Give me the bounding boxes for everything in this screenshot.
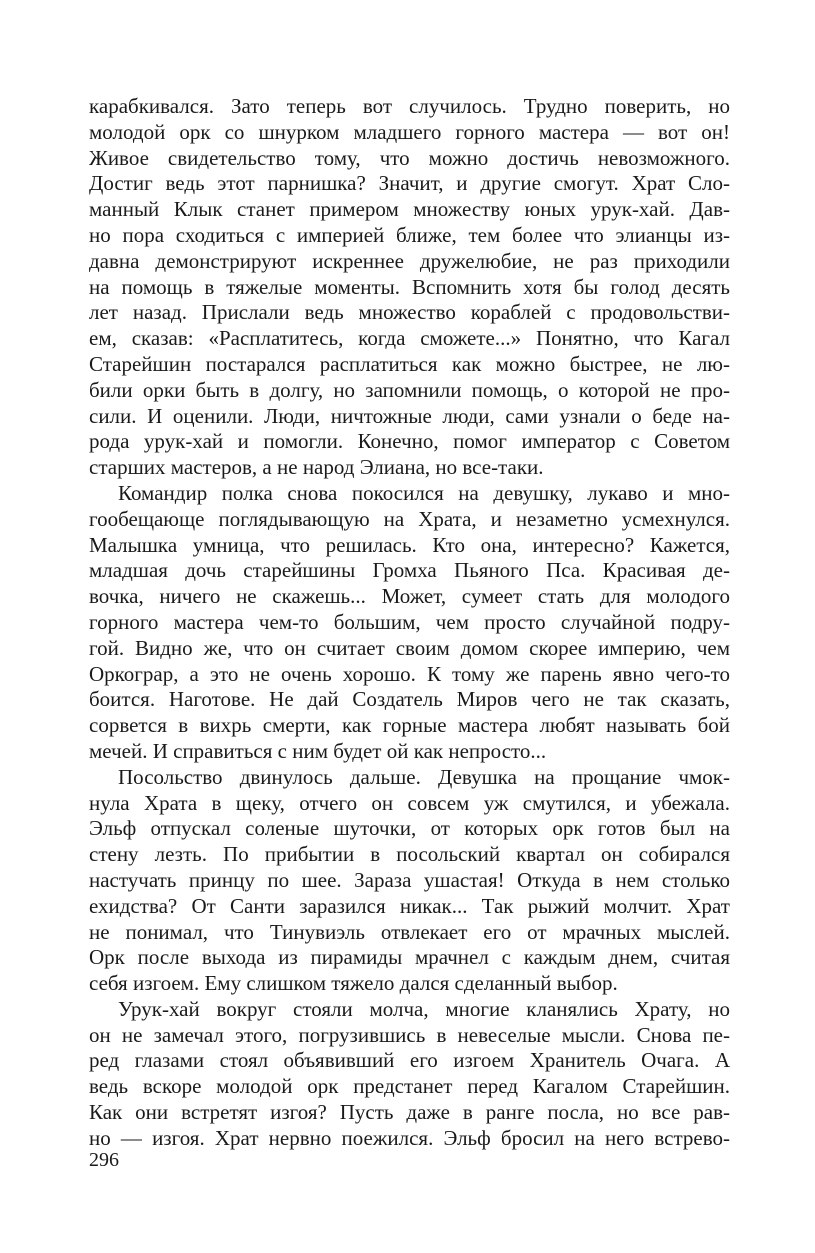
text-line: били орки быть в долгу, но запомнили помощь, о которой не про- [89,377,730,402]
body-text [89,94,730,1152]
text-line: Оркограр, а это не очень хорошо. К тому же парень явно чего-то [89,661,730,686]
page-number: 296 [89,1149,119,1171]
text-line: Орк после выхода из пирамиды мрачнел с каждым днем, считая [89,945,730,970]
text-line: настучать принцу по шее. Зараза ушастая! Откуда в нем столько [89,867,730,892]
text-line: рода урук-хай и помогли. Конечно, помог император с Советом [89,429,730,454]
text-line: Командир полка снова покосился на девушку, лукаво и мно- [118,480,730,505]
text-line: младшая дочь старейшины Громха Пьяного Пса. Красивая де- [89,558,730,583]
text-line: Посольство двинулось дальше. Девушка на прощание чмок- [118,764,730,789]
text-line: Урук-хай вокруг стояли молча, многие кланялись Храту, но [118,996,730,1021]
text-line: стену лезть. По прибытии в посольский квартал он собирался [89,842,730,867]
text-line: манный Клык станет примером множеству юных урук-хай. Дав- [89,197,730,222]
text-line: давна демонстрируют искреннее дружелюбие, не раз приходили [89,248,730,273]
text-line: нула Храта в щеку, отчего он совсем уж смутился, и убежала. [89,790,730,815]
paragraph [89,765,730,997]
text-line: молодой орк со шнурком младшего горного мастера — вот он! [89,119,730,144]
text-line: себя изгоем. Ему слишком тяжело дался сделанный выбор. [89,971,618,996]
paragraph [89,997,730,1152]
text-line: Живое свидетельство тому, что можно достичь невозможного. [89,145,730,170]
text-line: боится. Наготове. Не дай Создатель Миров чего не так сказать, [89,687,730,712]
text-line: сили. И оценили. Люди, ничтожные люди, сами узнали о беде на- [89,403,730,428]
text-line: ем, сказав: «Расплатитесь, когда сможете...» Понятно, что Кагал [89,326,730,351]
text-line: карабкивался. Зато теперь вот случилось. Трудно поверить, но [89,94,730,118]
text-line: вочка, ничего не скажешь... Может, сумеет стать для молодого [89,584,730,609]
text-line: лет назад. Прислали ведь множество кораблей с продовольстви- [89,300,730,325]
text-line: он не замечал этого, погрузившись в невеселые мысли. Снова пе- [89,1022,730,1047]
text-line: гообещающе поглядывающую на Храта, и незаметно усмехнулся. [89,506,730,531]
text-line: мечей. И справиться с ним будет ой как непросто... [89,738,547,763]
text-line: Малышка умница, что решилась. Кто она, интересно? Кажется, [89,532,730,557]
text-line: Достиг ведь этот парнишка? Значит, и другие смогут. Храт Сло- [89,171,730,196]
paragraph [89,94,730,481]
text-line: не понимал, что Тинувиэль отвлекает его от мрачных мыслей. [89,919,730,944]
text-line: сорвется в вихрь смерти, как горные мастера любят называть бой [89,713,730,738]
text-line: на помощь в тяжелые моменты. Вспомнить хотя бы голод десять [89,274,730,299]
text-line: гой. Видно же, что он считает своим домом скорее империю, чем [89,635,730,660]
text-line: ехидства? От Санти заразился никак... Так рыжий молчит. Храт [89,893,730,918]
text-line: ведь вскоре молодой орк предстанет перед Кагалом Старейшин. [89,1074,730,1099]
text-line: Как они встретят изгоя? Пусть даже в ранге посла, но все рав- [89,1100,730,1125]
text-line: Эльф отпускал соленые шуточки, от которых орк готов был на [89,816,730,841]
text-line: но — изгоя. Храт нервно поежился. Эльф бросил на него встрево- [89,1125,730,1150]
paragraph [89,481,730,765]
text-line: старших мастеров, а не народ Элиана, но все-таки. [89,455,544,480]
text-line: ред глазами стоял объявивший его изгоем Хранитель Очага. А [89,1048,730,1073]
text-line: но пора сходиться с империей ближе, тем более что элианцы из- [89,222,730,247]
text-line: горного мастера чем-то большим, чем просто случайной подру- [89,609,730,634]
text-line: Старейшин постарался расплатиться как можно быстрее, не лю- [89,351,730,376]
